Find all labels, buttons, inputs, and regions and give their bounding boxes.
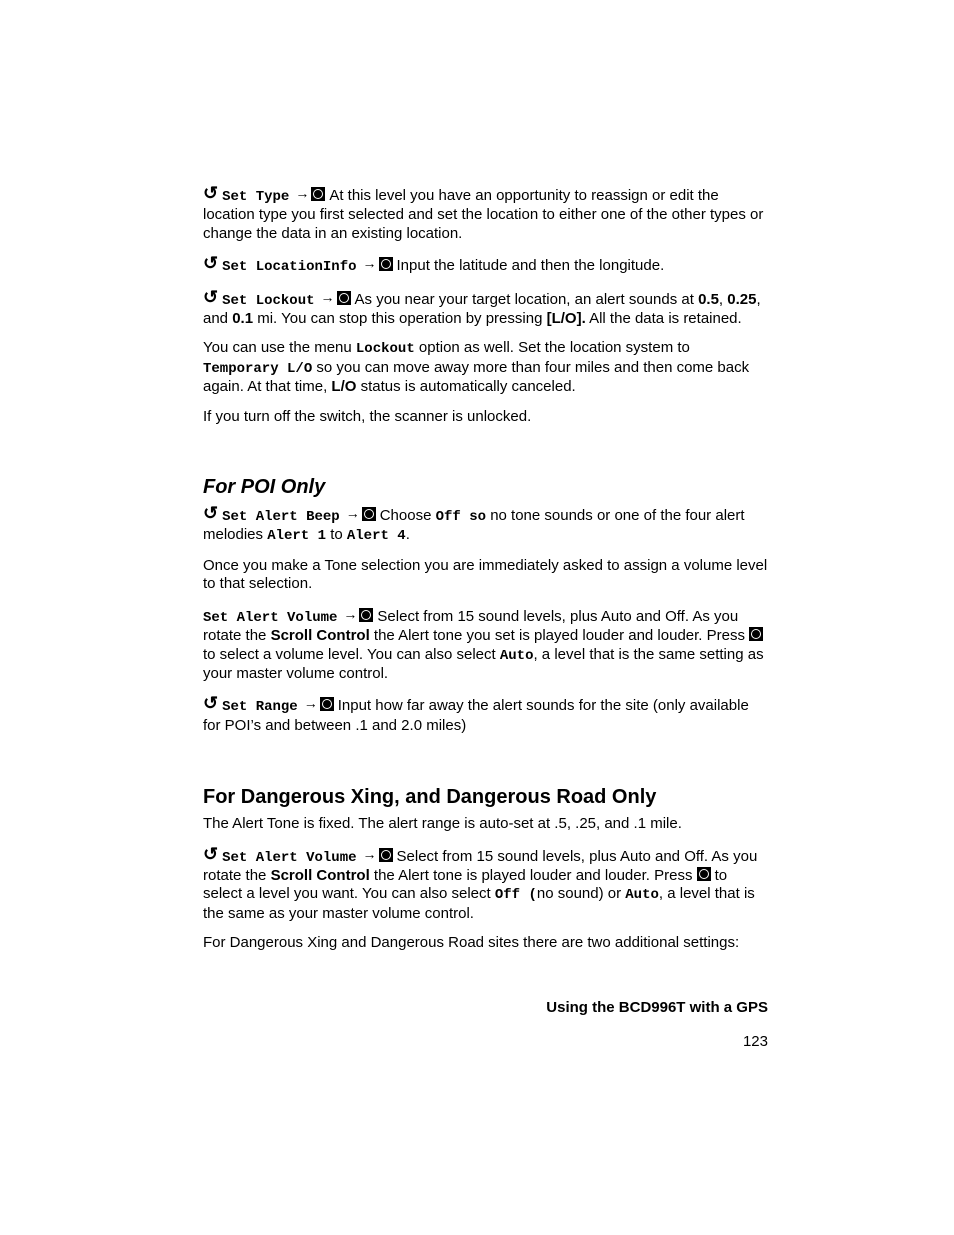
set-type-paragraph: ↺ Set Type → At this level you have an opportunity to reassign or edit the location type you first selected and set the location to either one of the other types or change the data in an existing location. xyxy=(203,183,764,242)
rotate-icon: ↺ xyxy=(203,286,219,307)
tone-selection-paragraph: Once you make a Tone selection you are immediately asked to assign a volume level to that selection. xyxy=(203,556,768,593)
page-content xyxy=(203,178,769,953)
xing-alert-volume-paragraph: ↺ Set Alert Volume → Select from 15 sound levels, plus Auto and Off. As you rotate the Scroll Control the Alert tone is played louder and louder. Press to select a level you want. You can also select Off (no sound) or Auto, a level that is the same as your master volume control. xyxy=(203,843,758,922)
arrow-right-icon: → xyxy=(345,505,360,522)
select-button-icon xyxy=(320,697,334,711)
rotate-icon: ↺ xyxy=(203,843,219,864)
menu-command: Set Alert Volume xyxy=(222,849,357,866)
select-button-icon xyxy=(379,257,393,271)
rotate-icon: ↺ xyxy=(203,183,219,203)
select-button-icon xyxy=(749,627,763,641)
arrow-right-icon: → xyxy=(362,845,377,862)
arrow-right-icon: → xyxy=(362,255,377,272)
alert-tone-fixed-paragraph: The Alert Tone is fixed. The alert range is auto-set at .5, .25, and .1 mile. xyxy=(203,815,682,833)
rotate-icon: ↺ xyxy=(203,693,219,714)
menu-command: Set Lockout xyxy=(222,292,315,309)
select-button-icon xyxy=(379,848,393,862)
xing-heading: For Dangerous Xing, and Dangerous Road Only xyxy=(203,786,657,809)
select-button-icon xyxy=(697,867,711,881)
select-button-icon xyxy=(311,187,325,201)
menu-command: Set Range xyxy=(222,699,298,716)
set-alert-beep-paragraph: ↺ Set Alert Beep → Choose Off so no tone sounds or one of the four alert melodies Alert 1 to Alert 4. xyxy=(203,503,745,545)
menu-command: Set Alert Volume xyxy=(203,609,338,626)
page-number: 123 xyxy=(742,1033,768,1050)
lockout-menu-paragraph: You can use the menu Lockout option as well. Set the location system to Temporary L/O so you can move away more than four miles and then come back again. At that time, L/O status is automatically canceled. xyxy=(203,339,750,396)
arrow-right-icon: → xyxy=(320,288,335,305)
additional-settings-paragraph: For Dangerous Xing and Dangerous Road sites there are two additional settings: xyxy=(203,934,740,952)
select-button-icon xyxy=(359,608,373,622)
set-range-paragraph: ↺ Set Range → Input how far away the alert sounds for the site (only available for POI’s and between .1 and 2.0 miles) xyxy=(203,693,749,734)
set-alert-volume-paragraph: Set Alert Volume → Select from 15 sound levels, plus Auto and Off. As you rotate the Scroll Control the Alert tone you set is played louder and louder. Press to select a volume level. You can also select Auto, a level that is the same setting as your master volume control. xyxy=(203,605,764,682)
rotate-icon: ↺ xyxy=(203,503,219,524)
select-button-icon xyxy=(337,291,351,305)
arrow-right-icon: → xyxy=(343,605,358,622)
poi-heading: For POI Only xyxy=(203,476,326,499)
arrow-right-icon: → xyxy=(295,185,310,201)
set-lockout-paragraph: ↺ Set Lockout → As you near your target location, an alert sounds at 0.5, 0.25, and 0.1 mi. You can stop this operation by pressing [L/O]. All the data is retained. xyxy=(203,286,761,328)
menu-command: Set LocationInfo xyxy=(222,259,357,276)
footer-title: Using the BCD996T with a GPS xyxy=(546,999,768,1016)
menu-command: Set Type xyxy=(222,189,290,205)
select-button-icon xyxy=(362,507,376,521)
rotate-icon: ↺ xyxy=(203,253,219,274)
switch-off-paragraph: If you turn off the switch, the scanner is unlocked. xyxy=(203,407,532,425)
arrow-right-icon: → xyxy=(303,695,318,712)
menu-command: Set Alert Beep xyxy=(222,509,340,526)
set-locationinfo-paragraph: ↺ Set LocationInfo → Input the latitude and then the longitude. xyxy=(203,253,665,276)
